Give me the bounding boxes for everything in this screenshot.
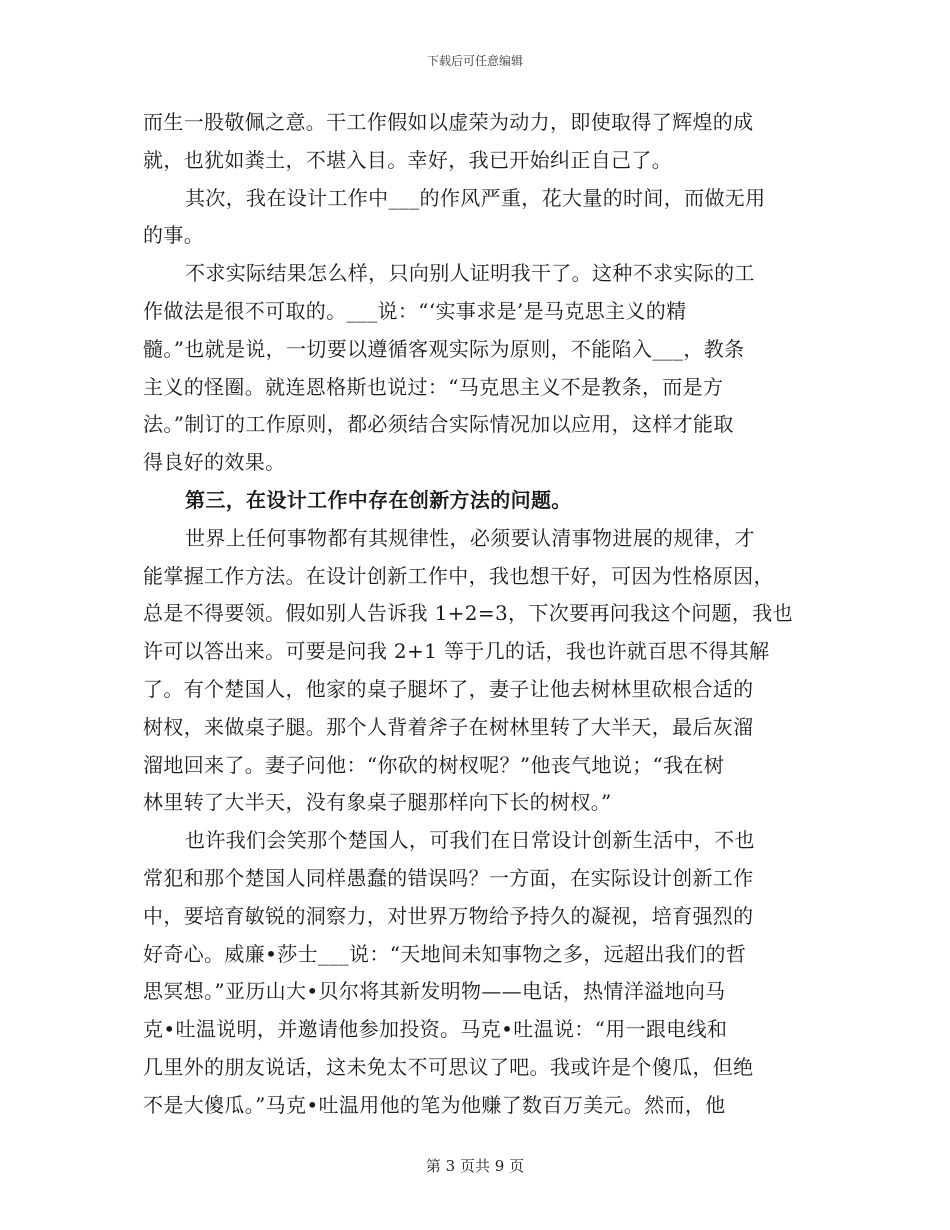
text-line: 髓。”也就是说，一切要以遵循客观实际为原则，不能陷入___，教条 (143, 336, 745, 361)
text-line: 常犯和那个楚国人同样愚蠢的错误吗？一方面，在实际设计创新工作 (143, 865, 754, 890)
text-line: 其次，我在设计工作中___的作风严重，花大量的时间，而做无用 (185, 185, 766, 210)
text-line: 能掌握工作方法。在设计创新工作中，我也想干好，可因为性格原因， (143, 563, 774, 588)
text-line: 法。”制订的工作原则，都必须结合实际情况加以应用，这样才能取 (143, 412, 734, 437)
text-line: 好奇心。威廉•莎士___说：“天地间未知事物之多，远超出我们的哲 (143, 941, 747, 966)
text-line: 的事。 (143, 223, 205, 248)
text-line: 了。有个楚国人，他家的桌子腿坏了，妻子让他去树林里砍根合适的 (143, 676, 754, 701)
text-line: 也许我们会笑那个楚国人，可我们在日常设计创新生活中，不也 (185, 828, 755, 853)
body-text (143, 104, 808, 1125)
text-line: 林里转了大半天，没有象桌子腿那样向下长的树杈。” (143, 790, 612, 815)
text-line: 得良好的效果。 (143, 450, 286, 475)
text-line: 总是不得要领。假如别人告诉我 1+2=3，下次要再问我这个问题，我也 (143, 601, 793, 626)
text-line: 而生一股敬佩之意。干工作假如以虚荣为动力，即使取得了辉煌的成 (143, 110, 754, 134)
text-line: 主义的怪圈。就连恩格斯也说过：“马克思主义不是教条，而是方 (143, 374, 724, 399)
page-header: 下载后可任意编辑 (426, 54, 523, 68)
text-line: 许可以答出来。可要是问我 2+1 等于几的话，我也许就百思不得其解 (143, 639, 770, 664)
text-line: 思冥想。”亚历山大•贝尔将其新发明物——电话，热情洋溢地向马 (143, 979, 726, 1004)
page-footer: 第 3 页共 9 页 (425, 1157, 525, 1175)
text-line: 中，要培育敏锐的洞察力，对世界万物给予持久的凝视，培育强烈的 (143, 903, 754, 928)
text-line: 不求实际结果怎么样，只向别人证明我干了。这种不求实际的工 (185, 261, 755, 286)
section-heading: 第三，在设计工作中存在创新方法的问题。 (185, 487, 572, 512)
text-line: 树杈，来做桌子腿。那个人背着斧子在树林里转了大半天，最后灰溜 (143, 714, 754, 739)
text-line: 就，也犹如粪土，不堪入目。幸好，我已开始纠正自己了。 (143, 147, 673, 172)
text-line: 几里外的朋友说话，这未免太不可思议了吧。我或许是个傻瓜，但绝 (143, 1054, 754, 1079)
text-line: 作做法是很不可取的。___说：“‘实事求是’是马克思主义的精 (143, 298, 687, 323)
text-line: 世界上任何事物都有其规律性，必须要认清事物进展的规律，才 (185, 525, 755, 550)
text-line: 溜地回来了。妻子问他：“你砍的树杈呢？”他丧气地说；“我在树 (143, 752, 725, 777)
text-line: 不是大傻瓜。”马克•吐温用他的笔为他赚了数百万美元。然而，他 (143, 1092, 726, 1117)
text-line: 克•吐温说明，并邀请他参加投资。马克•吐温说：“用一跟电线和 (143, 1017, 728, 1042)
